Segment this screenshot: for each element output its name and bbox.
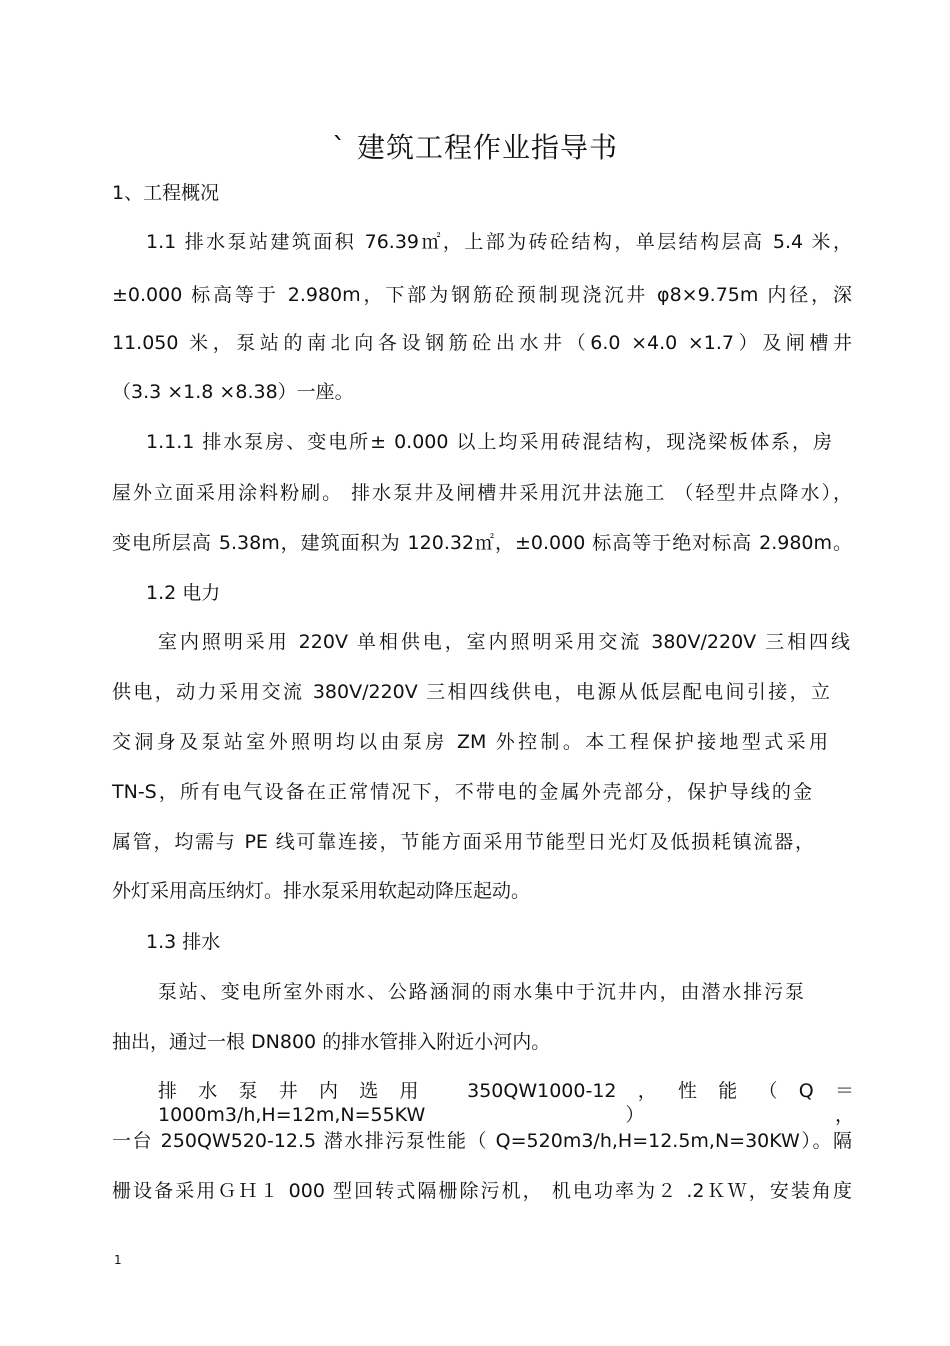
paragraph-line: 外灯采用高压纳灯。排水泵采用软起动降压起动。 <box>112 880 531 902</box>
section-heading-power: 1.2 电力 <box>146 582 221 604</box>
paragraph-line: TN-S，所有电气设备在正常情况下，不带电的金属外壳部分，保护导线的金 <box>112 781 812 803</box>
paragraph-line: 栅设备采用ＧＨ１ 000 型回转式隔栅除污机， 机电功率为２ .2ＫＷ，安装角度 <box>112 1180 852 1202</box>
paragraph-line: 排水泵井内选用 350QW1000-12，性能（Q＝ 1000m3/h,H=12m,N=55KW）， <box>158 1080 854 1126</box>
paragraph-line: 交洞身及泵站室外照明均以由泵房 ZM 外控制。本工程保护接地型式采用 <box>112 731 828 753</box>
paragraph-line: 1.1 排水泵站建筑面积 76.39㎡，上部为砖砼结构，单层结构层高 5.4 米， <box>146 231 852 253</box>
paragraph-line: 变电所层高 5.38m，建筑面积为 120.32㎡，±0.000 标高等于绝对标高 2.980m。 <box>112 532 852 554</box>
page-number: 1 <box>114 1253 122 1267</box>
page-title: ` 建筑工程作业指导书 <box>332 131 618 164</box>
paragraph-line: ±0.000 标高等于 2.980m，下部为钢筋砼预制现浇沉井 φ8×9.75m 内径，深 <box>112 284 852 306</box>
paragraph-line: 一台 250QW520-12.5 潜水排污泵性能（ Q=520m3/h,H=12.5m,N=30KW）。隔 <box>112 1130 852 1152</box>
section-heading-overview: 1、工程概况 <box>112 182 220 204</box>
paragraph-line: （3.3 ×1.8 ×8.38）一座。 <box>112 381 354 403</box>
section-heading-drainage: 1.3 排水 <box>146 931 221 953</box>
paragraph-line: 11.050 米，泵站的南北向各设钢筋砼出水井（6.0 ×4.0 ×1.7）及闸槽井 <box>112 332 852 354</box>
paragraph-line: 室内照明采用 220V 单相供电，室内照明采用交流 380V/220V 三相四线 <box>158 631 850 653</box>
paragraph-line: 供电，动力采用交流 380V/220V 三相四线供电，电源从低层配电间引接，立 <box>112 681 830 703</box>
paragraph-line: 泵站、变电所室外雨水、公路涵洞的雨水集中于沉井内，由潜水排污泵 <box>158 981 804 1003</box>
paragraph-line: 1.1.1 排水泵房、变电所± 0.000 以上均采用砖混结构，现浇梁板体系，房 <box>146 431 832 453</box>
paragraph-line: 抽出，通过一根 DN800 的排水管排入附近小河内。 <box>112 1031 551 1053</box>
paragraph-line: 属管，均需与 PE 线可靠连接，节能方面采用节能型日光灯及低损耗镇流器， <box>112 831 814 853</box>
paragraph-line: 屋外立面采用涂料粉刷。 排水泵井及闸槽井采用沉井法施工 （轻型井点降水）， <box>112 482 852 504</box>
